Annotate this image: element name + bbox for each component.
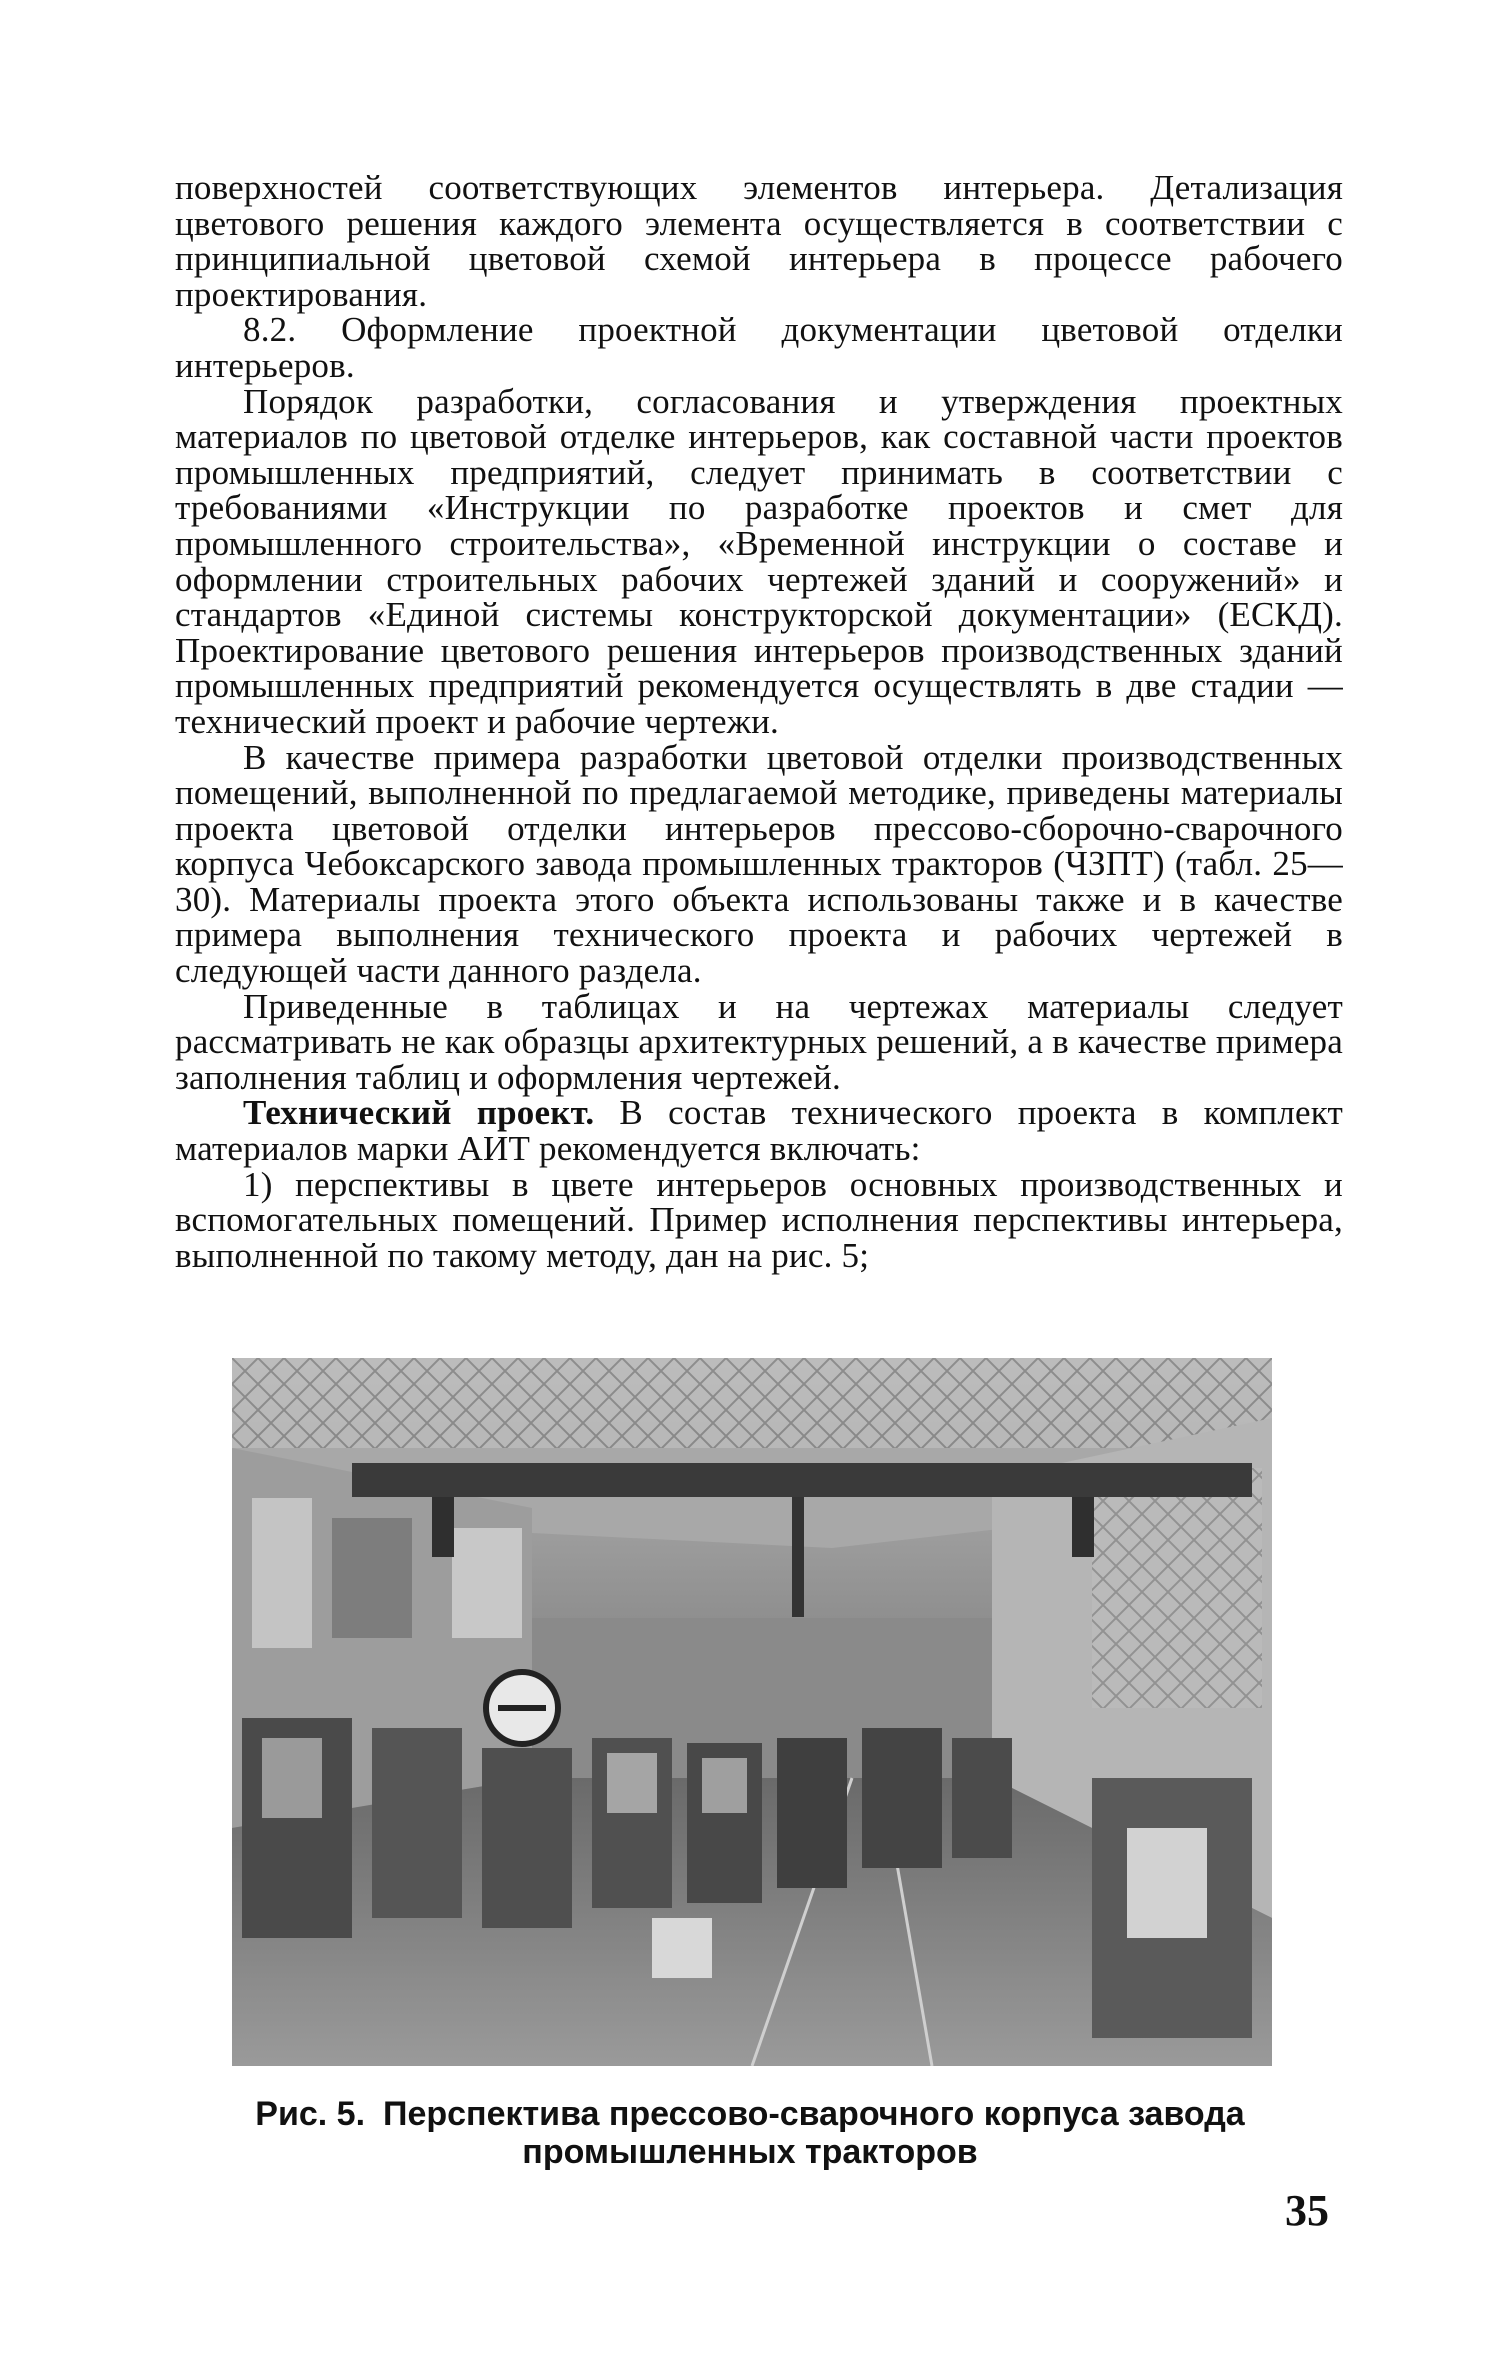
paragraph-example: В качестве примера разработки цветовой отделки производственных помещений, выполненной по предлагаемой методике, приведены материалы проекта цветовой отделки интерьеров прессово-сборочно-сварочного корпуса Чебоксарского завода промышленных тракторов (ЧЗПТ) (табл. 25—30). Материалы проекта этого объекта использованы также и в качестве примера выполнения технического проекта и рабочих чертежей в следующей части данного раздела. — [175, 737, 1343, 991]
tech-project-text: В состав технического проекта в комплект материалов марки АИТ рекомендуется включать: — [175, 1093, 1343, 1169]
page-number: 35 — [1285, 2186, 1329, 2235]
figure-caption — [150, 2095, 1350, 2171]
tech-project-lead: Технический проект. — [243, 1093, 595, 1133]
paragraph-continuation: поверхностей соответствующих элементов интерьера. Детализация цветового решения каждого элемента осуществляется в соответствии с принципиальной цветовой схемой интерьера в процессе рабочего проектирования. — [175, 168, 1343, 314]
section-heading-8-2: 8.2. Оформление проектной документации цветовой отделки интерьеров. — [175, 310, 1343, 385]
factory-interior-illustration — [232, 1358, 1272, 2066]
figure-caption-text: Перспектива прессово-сварочного корпуса завода промышленных тракторов — [383, 2095, 1245, 2171]
list-item-1: 1) перспективы в цвете интерьеров основных производственных и вспомогательных помещений. Пример исполнения перспективы интерьера, выполненной по такому методу, дан на рис. 5; — [175, 1164, 1343, 1275]
paragraph-tech-project — [175, 1093, 1343, 1169]
figure-label: Рис. 5. — [255, 2095, 366, 2133]
paragraph-note: Приведенные в таблицах и на чертежах материалы следует рассматривать не как образцы архитектурных решений, а в качестве примера заполнения таблиц и оформления чертежей. — [175, 986, 1343, 1097]
body-text — [175, 170, 1343, 1273]
factory-interior-photo — [232, 1358, 1272, 2066]
paragraph-procedure: Порядок разработки, согласования и утверждения проектных материалов по цветовой отделке интерьеров, как составной части проектов промышленных предприятий, следует принимать в соответствии с требованиями «Инструкции по разработке проектов и смет для промышленного строительства», «Временной инструкции о составе и оформлении строительных рабочих чертежей зданий и сооружений» и стандартов «Единой системы конструкторской документации» (ЕСКД). Проектирование цветового решения интерьеров производственных зданий промышленных предприятий рекомендуется осуществлять в две стадии — технический проект и рабочие чертежи. — [175, 381, 1343, 741]
